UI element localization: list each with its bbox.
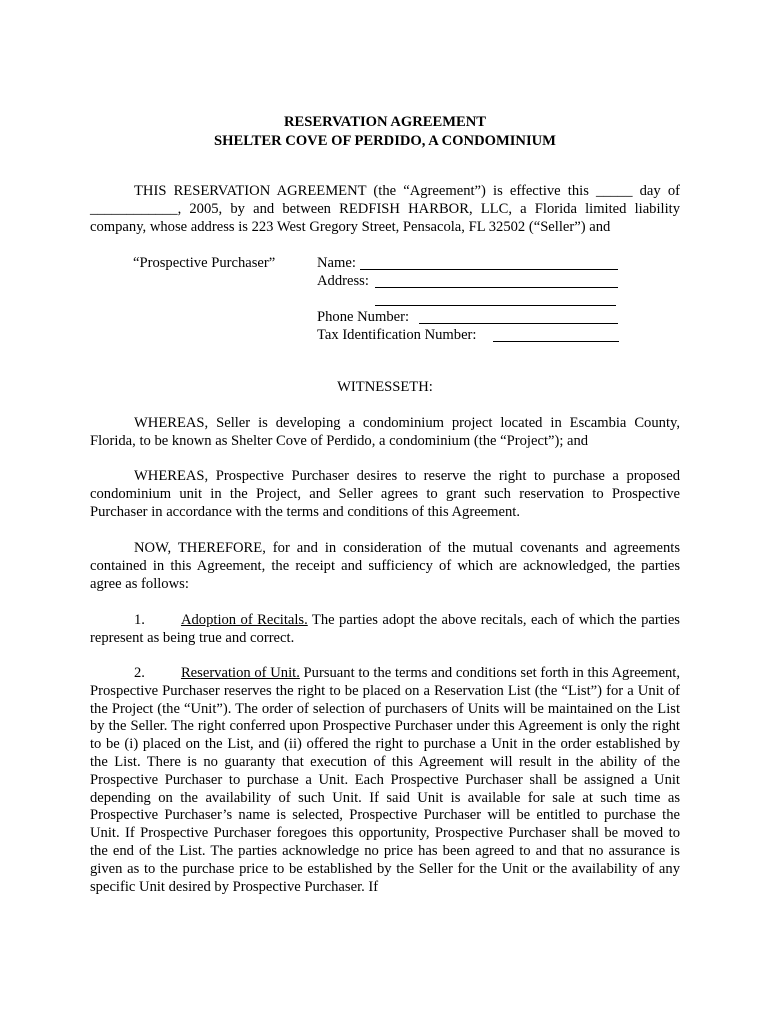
witnesseth-heading: WITNESSETH: <box>337 379 433 395</box>
section-1-number: 1. <box>134 612 145 628</box>
whereas-paragraph-1 <box>90 415 680 451</box>
section-2-heading: Reservation of Unit. <box>180 665 300 681</box>
title-line-2: SHELTER COVE OF PERDIDO, A CONDOMINIUM <box>214 133 556 149</box>
address-blank-2[interactable] <box>375 305 616 306</box>
address-row <box>317 273 637 291</box>
name-blank[interactable] <box>360 269 618 270</box>
document-title <box>0 113 770 151</box>
section-1-text: The parties adopt the above recitals, each of which the parties represent as being true and correct. <box>90 612 680 646</box>
prospective-purchaser-label: “Prospective Purchaser” <box>133 255 276 271</box>
phone-row <box>317 309 637 327</box>
whereas-2-text: WHEREAS, Prospective Purchaser desires to reserve the right to purchase a proposed condominium unit in the Project, and Seller agrees to grant such reservation to Prospective Purchaser in accordance with the terms and conditions of this Agreement. <box>90 468 680 520</box>
section-2-paragraph <box>90 665 680 896</box>
phone-label: Phone Number: <box>317 309 410 325</box>
tax-id-blank[interactable] <box>493 341 619 342</box>
intro-text: THIS RESERVATION AGREEMENT (the “Agreement”) is effective this _____ day of ____________, 2005, by and between REDFISH HARBOR, LLC, a Florida limited liability company, whose address is 223 West Gregory Street, Pensacola, FL 32502 (“Seller”) and <box>90 183 680 235</box>
purchaser-fields <box>317 255 637 345</box>
intro-paragraph <box>90 183 680 236</box>
whereas-paragraph-2 <box>90 468 680 521</box>
whereas-1-text: WHEREAS, Seller is developing a condominium project located in Escambia County, Florida, to be known as Shelter Cove of Perdido, a condominium (the “Project”); and <box>90 415 680 449</box>
phone-blank[interactable] <box>419 323 618 324</box>
now-therefore-paragraph <box>90 540 680 593</box>
name-row <box>317 255 637 273</box>
tax-id-label: Tax Identification Number: <box>317 327 477 343</box>
now-therefore-text: NOW, THEREFORE, for and in consideration of the mutual covenants and agreements contained in this Agreement, the receipt and sufficiency of which are acknowledged, the parties agree as follows: <box>90 540 680 592</box>
section-1-paragraph <box>90 612 680 648</box>
address-row-2 <box>317 291 637 309</box>
title-line-1: RESERVATION AGREEMENT <box>283 114 487 130</box>
tax-id-row <box>317 327 637 345</box>
section-2-number: 2. <box>134 665 145 681</box>
name-label: Name: <box>317 255 356 271</box>
section-2-text: Pursuant to the terms and conditions set forth in this Agreement, Prospective Purchaser reserves the right to be placed on a Reservation List (the “List”) for a Unit of the Project (the “Unit”). The order of selection of purchasers of Units will be maintained on the List by the Seller. The right conferred upon Prospective Purchaser under this Agreement is only the right to be (i) placed on the List, and (ii) offered the right to purchase a Unit in the order established by the List. There is no guaranty that execution of this Agreement will result in the ability of the Prospective Purchaser to purchase a Unit. Each Prospective Purchaser shall be assigned a Unit depending on the availability of such Unit. If said Unit is available for sale at such time as Prospective Purchaser’s name is selected, Prospective Purchaser will be entitled to purchase the Unit. If Prospective Purchaser foregoes this opportunity, Prospective Purchaser shall be moved to the end of the List. The parties acknowledge no price has been agreed to and that no assurance is given as to the purchase price to be established by the Seller for the Unit or the availability of any specific Unit desired by Prospective Purchaser. If <box>90 665 680 895</box>
address-label: Address: <box>317 273 369 289</box>
address-blank[interactable] <box>375 287 618 288</box>
section-1-heading: Adoption of Recitals. <box>180 612 308 628</box>
